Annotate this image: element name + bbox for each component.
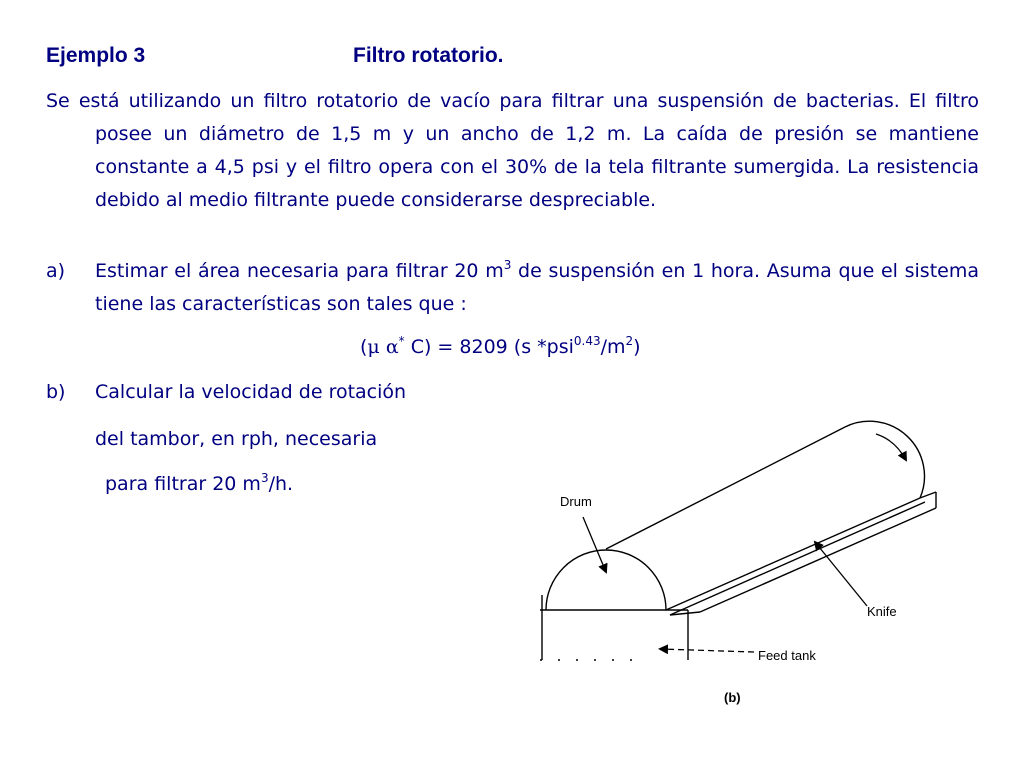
- part-a-text-start: Estimar el área necesaria para filtrar 20 m: [95, 260, 504, 282]
- part-a: [46, 255, 979, 321]
- formula-open-paren: (: [360, 336, 368, 358]
- part-b-label: b): [46, 381, 66, 403]
- part-b-text-3-end: /h.: [268, 473, 294, 495]
- part-b-line-3: [105, 473, 293, 495]
- feed-tank-label: Feed tank: [758, 648, 816, 663]
- formula-mu: μ: [367, 336, 380, 358]
- drum-outline: [540, 421, 936, 660]
- part-b-exponent: 3: [260, 471, 269, 485]
- formula-star: *: [398, 334, 405, 348]
- knife-label: Knife: [867, 604, 897, 619]
- part-b-line-1: [46, 381, 406, 403]
- figure-caption: (b): [724, 690, 741, 705]
- formula-alpha: α: [385, 336, 399, 358]
- formula-body: C) = 8209 (s *psi: [404, 336, 574, 358]
- rotary-filter-diagram: [520, 420, 960, 710]
- drum-label: Drum: [560, 494, 592, 509]
- formula-exponent-1: 0.43: [573, 334, 601, 348]
- formula-close-paren: ): [633, 336, 641, 358]
- formula-units: /m: [600, 336, 626, 358]
- part-a-text-end: de suspensión en 1 hora. Asuma que el sistema tiene las características son tales que :: [95, 260, 979, 315]
- part-b-line-2: del tambor, en rph, necesaria: [95, 428, 378, 450]
- example-number: Ejemplo 3: [46, 44, 146, 67]
- part-b-text-1: Calcular la velocidad de rotación: [95, 381, 407, 403]
- formula: [360, 336, 641, 358]
- part-b-text-3: para filtrar 20 m: [105, 473, 261, 495]
- example-topic: Filtro rotatorio.: [353, 44, 504, 67]
- part-a-exponent: 3: [503, 258, 512, 272]
- formula-exponent-2: 2: [625, 334, 634, 348]
- problem-statement: Se está utilizando un filtro rotatorio de vacío para filtrar una suspensión de bacterias. El filtro posee un diámetro de 1,5 m y un ancho de 1,2 m. La caída de presión se mantiene constante a 4,5 psi y el filtro opera con el 30% de la tela filtrante sumergida. La resistencia debido al medio filtrante puede considerarse despreciable.: [46, 90, 979, 211]
- part-a-label: a): [46, 260, 66, 282]
